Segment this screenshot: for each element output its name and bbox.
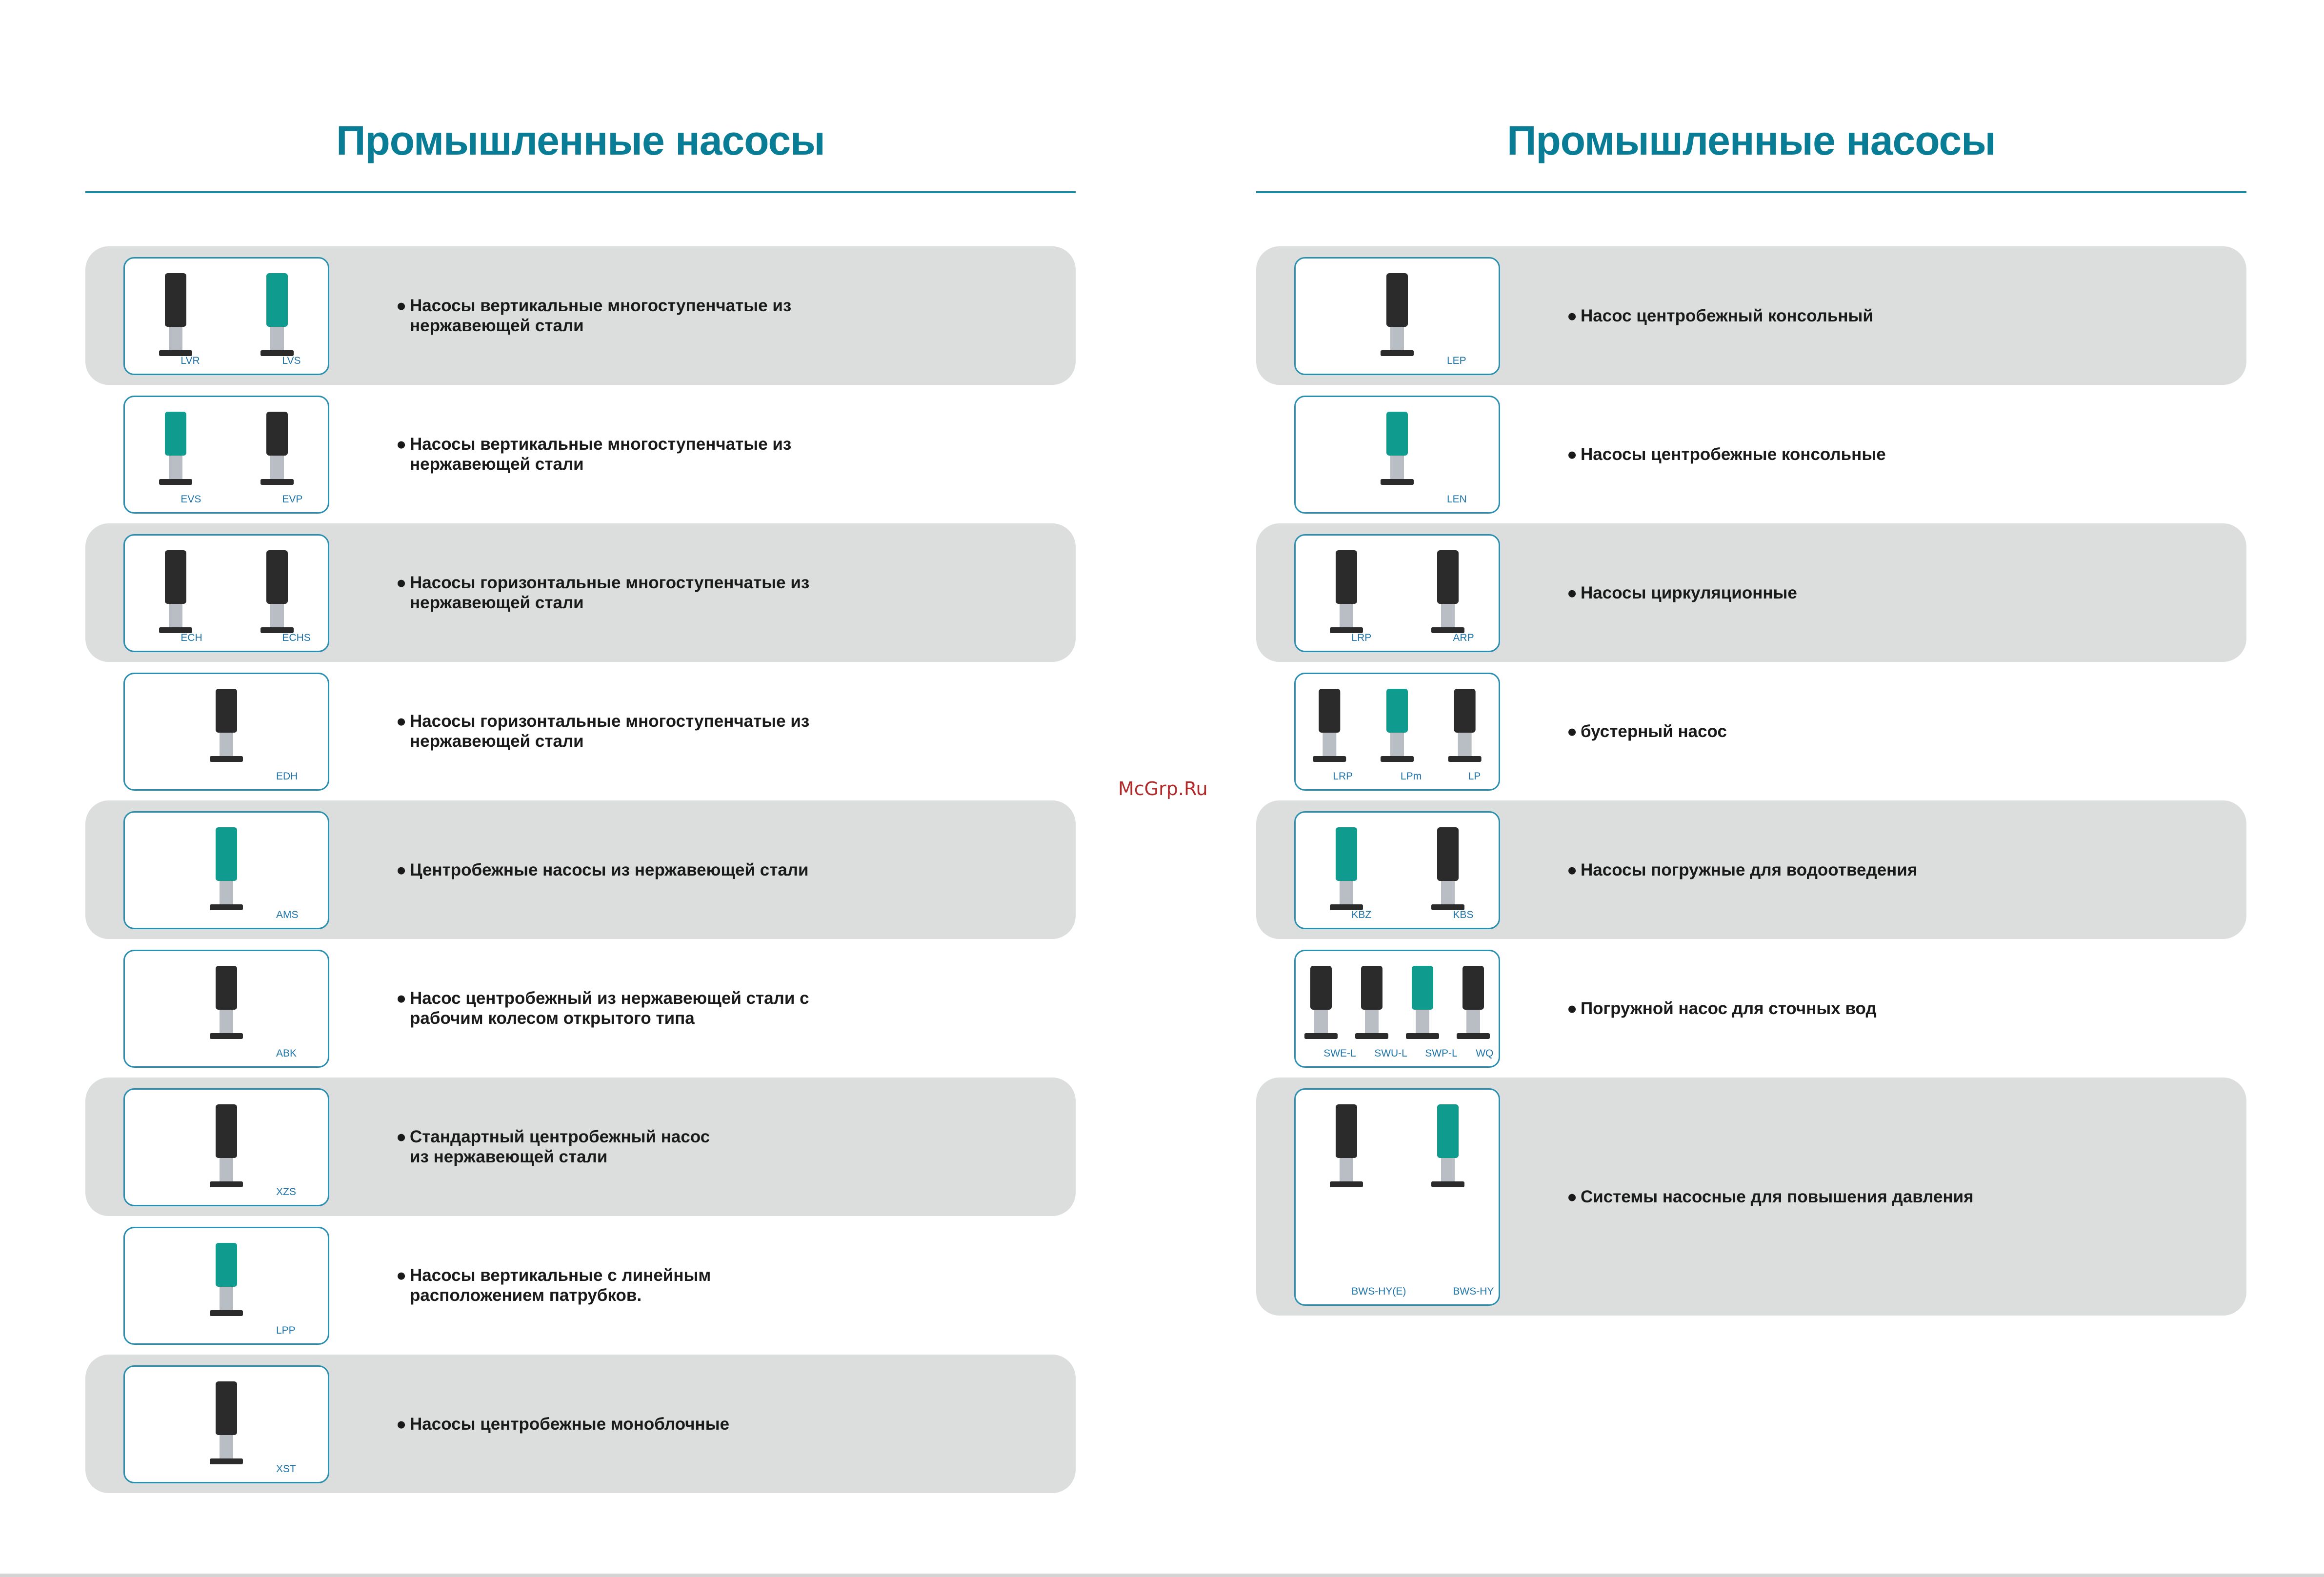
product-row <box>1256 662 2246 800</box>
bullet-icon: ● <box>396 860 407 879</box>
description-line: Насос центробежный из нержавеющей стали с <box>410 989 809 1008</box>
product-row <box>85 1355 1076 1493</box>
description-line: Насосы горизонтальные многоступенчатые из <box>410 573 810 592</box>
description-line: Насос центробежный консольный <box>1581 306 1873 325</box>
description-line: Насосы центробежные моноблочные <box>410 1414 730 1434</box>
bullet-icon: ● <box>1567 444 1578 464</box>
pump-image-icon <box>1296 1090 1499 1205</box>
product-description <box>1567 721 1727 741</box>
watermark-text: McGrp.Ru <box>1118 778 1208 799</box>
model-label: LEN <box>1447 494 1467 505</box>
product-description <box>1567 306 1873 326</box>
product-thumbnail <box>123 1227 329 1345</box>
description-line: Насосы центробежные консольные <box>1581 444 1886 464</box>
product-row <box>85 939 1076 1078</box>
description-line: нержавеющей стали <box>410 732 584 751</box>
model-label: ABK <box>276 1048 297 1059</box>
bullet-icon: ● <box>1567 998 1578 1018</box>
model-label: SWU-L <box>1374 1048 1407 1059</box>
pump-image-icon <box>125 1090 328 1205</box>
pump-image-icon <box>125 951 328 1066</box>
bullet-icon: ● <box>1567 721 1578 741</box>
pump-image-icon <box>125 1228 328 1343</box>
model-label: LVR <box>180 355 200 366</box>
left-page <box>0 0 1122 1577</box>
bullet-icon: ● <box>396 573 407 592</box>
product-row <box>1256 246 2246 385</box>
bullet-icon: ● <box>1567 306 1578 325</box>
bullet-icon: ● <box>396 989 407 1008</box>
product-row <box>85 246 1076 385</box>
product-description <box>396 1414 730 1434</box>
product-thumbnail <box>1294 534 1500 652</box>
product-thumbnail <box>1294 257 1500 375</box>
product-row <box>85 1216 1076 1355</box>
model-label: EVS <box>180 494 201 505</box>
product-row <box>1256 800 2246 939</box>
product-description <box>396 1127 710 1167</box>
description-line: Насосы вертикальные многоступенчатые из <box>410 435 792 454</box>
description-line: из нержавеющей стали <box>410 1147 608 1166</box>
description-line: расположением патрубков. <box>410 1286 642 1305</box>
model-label: KBZ <box>1351 909 1372 920</box>
product-row <box>1256 523 2246 662</box>
bullet-icon: ● <box>396 1266 407 1285</box>
model-label: LPP <box>276 1325 296 1336</box>
bullet-icon: ● <box>1567 860 1578 879</box>
model-label: SWE-L <box>1323 1048 1356 1059</box>
description-line: Насосы вертикальные с линейным <box>410 1266 711 1285</box>
product-description <box>1567 1187 1974 1207</box>
product-row <box>85 800 1076 939</box>
bullet-icon: ● <box>396 1127 407 1146</box>
model-label: BWS-HY(E) <box>1351 1286 1406 1297</box>
bullet-icon: ● <box>396 1414 407 1434</box>
bottom-border <box>0 1574 2324 1577</box>
model-label: LVS <box>282 355 301 366</box>
description-line: Насосы горизонтальные многоступенчатые из <box>410 712 810 731</box>
model-label: LEP <box>1447 355 1466 366</box>
model-label: ECH <box>180 632 202 643</box>
bullet-icon: ● <box>396 296 407 315</box>
product-row <box>1256 1078 2246 1316</box>
product-thumbnail <box>1294 1088 1500 1306</box>
description-line: нержавеющей стали <box>410 455 584 474</box>
description-line: нержавеющей стали <box>410 593 584 612</box>
bullet-icon: ● <box>1567 583 1578 602</box>
model-label: EDH <box>276 771 298 782</box>
product-description <box>1567 860 1918 880</box>
product-description <box>396 434 792 474</box>
title-divider <box>1256 191 2246 193</box>
model-label: SWP-L <box>1425 1048 1458 1059</box>
product-thumbnail <box>123 1088 329 1206</box>
product-thumbnail <box>123 257 329 375</box>
model-label: EVP <box>282 494 303 505</box>
product-row <box>85 662 1076 800</box>
model-label: XST <box>276 1463 296 1475</box>
right-page <box>1163 0 2285 1577</box>
bullet-icon: ● <box>396 435 407 454</box>
product-thumbnail <box>123 811 329 929</box>
pump-image-icon <box>125 1367 328 1482</box>
product-thumbnail <box>123 1365 329 1483</box>
product-row <box>85 523 1076 662</box>
description-line: Насосы вертикальные многоступенчатые из <box>410 296 792 315</box>
model-label: WQ <box>1476 1048 1494 1059</box>
product-thumbnail <box>123 396 329 514</box>
product-thumbnail <box>123 673 329 791</box>
product-description <box>396 711 810 751</box>
description-line: нержавеющей стали <box>410 316 584 335</box>
model-label: XZS <box>276 1186 296 1198</box>
product-row <box>1256 385 2246 523</box>
product-thumbnail <box>1294 950 1500 1068</box>
page-title: Промышленные насосы <box>336 118 825 163</box>
product-description <box>396 860 809 880</box>
bullet-icon: ● <box>396 712 407 731</box>
product-description <box>396 988 809 1028</box>
description-line: Стандартный центробежный насос <box>410 1127 710 1146</box>
product-description <box>1567 998 1877 1018</box>
description-line: Насосы погружные для водоотведения <box>1581 860 1918 879</box>
model-label: KBS <box>1453 909 1474 920</box>
model-label: LRP <box>1333 771 1353 782</box>
product-description <box>396 1265 711 1305</box>
model-label: AMS <box>276 909 299 920</box>
product-description <box>396 296 792 336</box>
model-label: ECHS <box>282 632 311 643</box>
product-thumbnail <box>1294 811 1500 929</box>
product-row <box>85 1078 1076 1216</box>
model-label: ARP <box>1453 632 1474 643</box>
pump-image-icon <box>1296 397 1499 512</box>
product-row <box>1256 939 2246 1078</box>
description-line: Насосы циркуляционные <box>1581 583 1797 602</box>
product-row <box>85 385 1076 523</box>
description-line: Погружной насос для сточных вод <box>1581 998 1877 1018</box>
product-thumbnail <box>123 534 329 652</box>
title-divider <box>85 191 1076 193</box>
description-line: Системы насосные для повышения давления <box>1581 1187 1974 1206</box>
bullet-icon: ● <box>1567 1187 1578 1206</box>
description-line: рабочим колесом открытого типа <box>410 1009 695 1028</box>
description-line: бустерный насос <box>1581 721 1727 741</box>
model-label: LPm <box>1400 771 1422 782</box>
model-label: LRP <box>1351 632 1372 643</box>
product-thumbnail <box>1294 396 1500 514</box>
product-thumbnail <box>1294 673 1500 791</box>
page-title: Промышленные насосы <box>1507 118 1996 163</box>
product-description <box>396 573 810 613</box>
product-thumbnail <box>123 950 329 1068</box>
model-label: LP <box>1468 771 1481 782</box>
description-line: Центробежные насосы из нержавеющей стали <box>410 860 809 879</box>
pump-image-icon <box>1296 259 1499 374</box>
product-description <box>1567 444 1886 464</box>
model-label: BWS-HY <box>1453 1286 1494 1297</box>
product-description <box>1567 583 1797 603</box>
